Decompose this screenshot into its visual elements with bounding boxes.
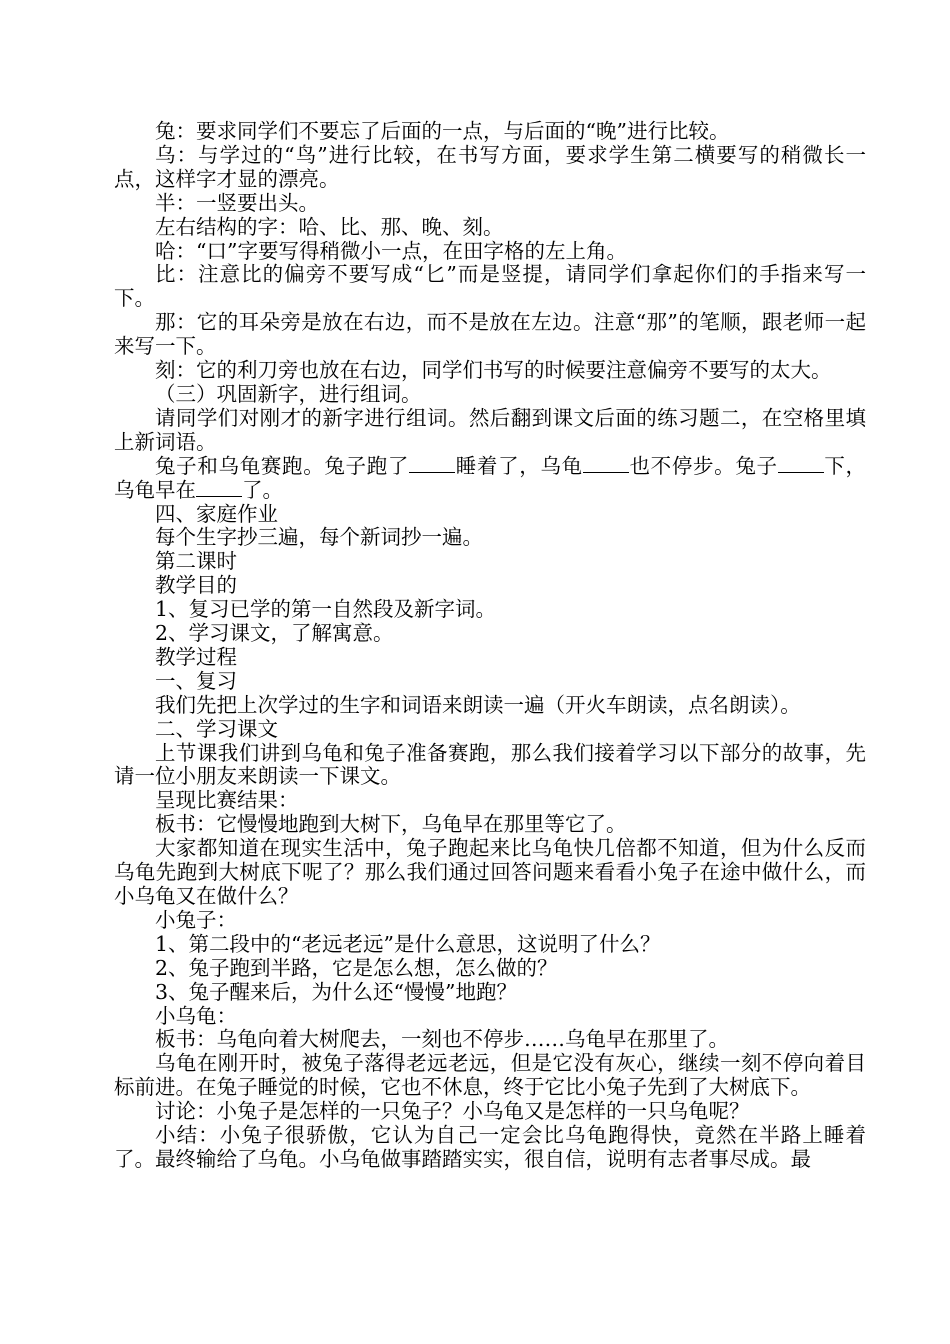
- fill-blank: [778, 456, 824, 473]
- paragraph: 半：一竖要出头。: [155, 190, 319, 215]
- fill-blank: [409, 456, 455, 473]
- paragraph: 四、家庭作业: [155, 501, 278, 526]
- paragraph: 小兔子：: [155, 907, 237, 932]
- paragraph: 一、复习: [155, 668, 237, 693]
- fill-in-exercise: [114, 455, 866, 503]
- paragraph: 板书：它慢慢地跑到大树下，乌龟早在那里等它了。: [155, 812, 627, 837]
- paragraph: 板书：乌龟向着大树爬去，一刻也不停步……乌龟早在那里了。: [155, 1027, 729, 1052]
- document-body: [114, 120, 866, 1172]
- paragraph: 大家都知道在现实生活中，兔子跑起来比乌龟快几倍都不知道，但为什么反而乌龟先跑到大树底下呢了？那么我们通过回答问题来看看小兔子在途中做什么，而小乌龟又在做什么？: [114, 836, 866, 908]
- paragraph: 1、第二段中的“老远老远”是什么意思，这说明了什么？: [155, 931, 661, 956]
- paragraph: 教学过程: [155, 644, 237, 669]
- paragraph: 上节课我们讲到乌龟和兔子准备赛跑，那么我们接着学习以下部分的故事，先请一位小朋友来朗读一下课文。: [114, 740, 866, 789]
- paragraph: （三）巩固新字，进行组词。: [155, 381, 422, 406]
- paragraph: 2、学习课文，了解寓意。: [155, 621, 394, 646]
- fill-text: 下，乌龟早在: [114, 453, 867, 502]
- paragraph: 第二课时: [155, 549, 237, 574]
- paragraph: 那：它的耳朵旁是放在右边，而不是放在左边。注意“那”的笔顺，跟老师一起来写一下。: [114, 310, 866, 359]
- paragraph: 讨论：小兔子是怎样的一只兔子？小乌龟又是怎样的一只乌龟呢？: [155, 1099, 750, 1124]
- paragraph: 乌：与学过的“鸟”进行比较，在书写方面，要求学生第二横要写的稍微长一点，这样字才显的漂亮。: [114, 142, 866, 191]
- paragraph: 哈：“口”字要写得稍微小一点，在田字格的左上角。: [155, 238, 627, 263]
- paragraph: 请同学们对刚才的新字进行组词。然后翻到课文后面的练习题二，在空格里填上新词语。: [114, 405, 866, 454]
- fill-text: 了。: [242, 477, 283, 502]
- paragraph: 2、兔子跑到半路，它是怎么想，怎么做的？: [155, 955, 558, 980]
- fill-text: 睡着了，乌龟: [455, 453, 583, 478]
- fill-text: 兔子和乌龟赛跑。兔子跑了: [155, 453, 410, 478]
- paragraph: 教学目的: [155, 573, 237, 598]
- fill-text: 也不停步。兔子: [628, 453, 778, 478]
- paragraph: 刻：它的利刀旁也放在右边，同学们书写的时候要注意偏旁不要写的太大。: [155, 358, 832, 383]
- paragraph: 比：注意比的偏旁不要写成“匕”而是竖提，请同学们拿起你们的手指来写一下。: [114, 262, 866, 311]
- paragraph: 左右结构的字：哈、比、那、晚、刻。: [155, 214, 504, 239]
- paragraph: 二、学习课文: [155, 716, 278, 741]
- paragraph: 1、复习已学的第一自然段及新字词。: [155, 597, 497, 622]
- fill-blank: [196, 480, 242, 497]
- paragraph: 呈现比赛结果：: [155, 788, 299, 813]
- fill-blank: [583, 456, 629, 473]
- paragraph: 小乌龟：: [155, 1003, 237, 1028]
- paragraph: 小结：小兔子很骄傲，它认为自己一定会比乌龟跑得快，竟然在半路上睡着了。最终输给了乌龟。小乌龟做事踏踏实实，很自信，说明有志者事尽成。最: [114, 1123, 866, 1171]
- paragraph: 3、兔子醒来后，为什么还“慢慢”地跑？: [155, 979, 518, 1004]
- paragraph: 乌龟在刚开时，被兔子落得老远老远，但是它没有灰心，继续一刻不停向着目标前进。在兔子睡觉的时候，它也不休息，终于它比小兔子先到了大树底下。: [114, 1051, 866, 1100]
- paragraph: 兔：要求同学们不要忘了后面的一点，与后面的“晚”进行比较。: [155, 119, 730, 143]
- paragraph: 每个生字抄三遍，每个新词抄一遍。: [155, 525, 483, 550]
- paragraph: 我们先把上次学过的生字和词语来朗读一遍（开火车朗读，点名朗读）。: [155, 692, 801, 717]
